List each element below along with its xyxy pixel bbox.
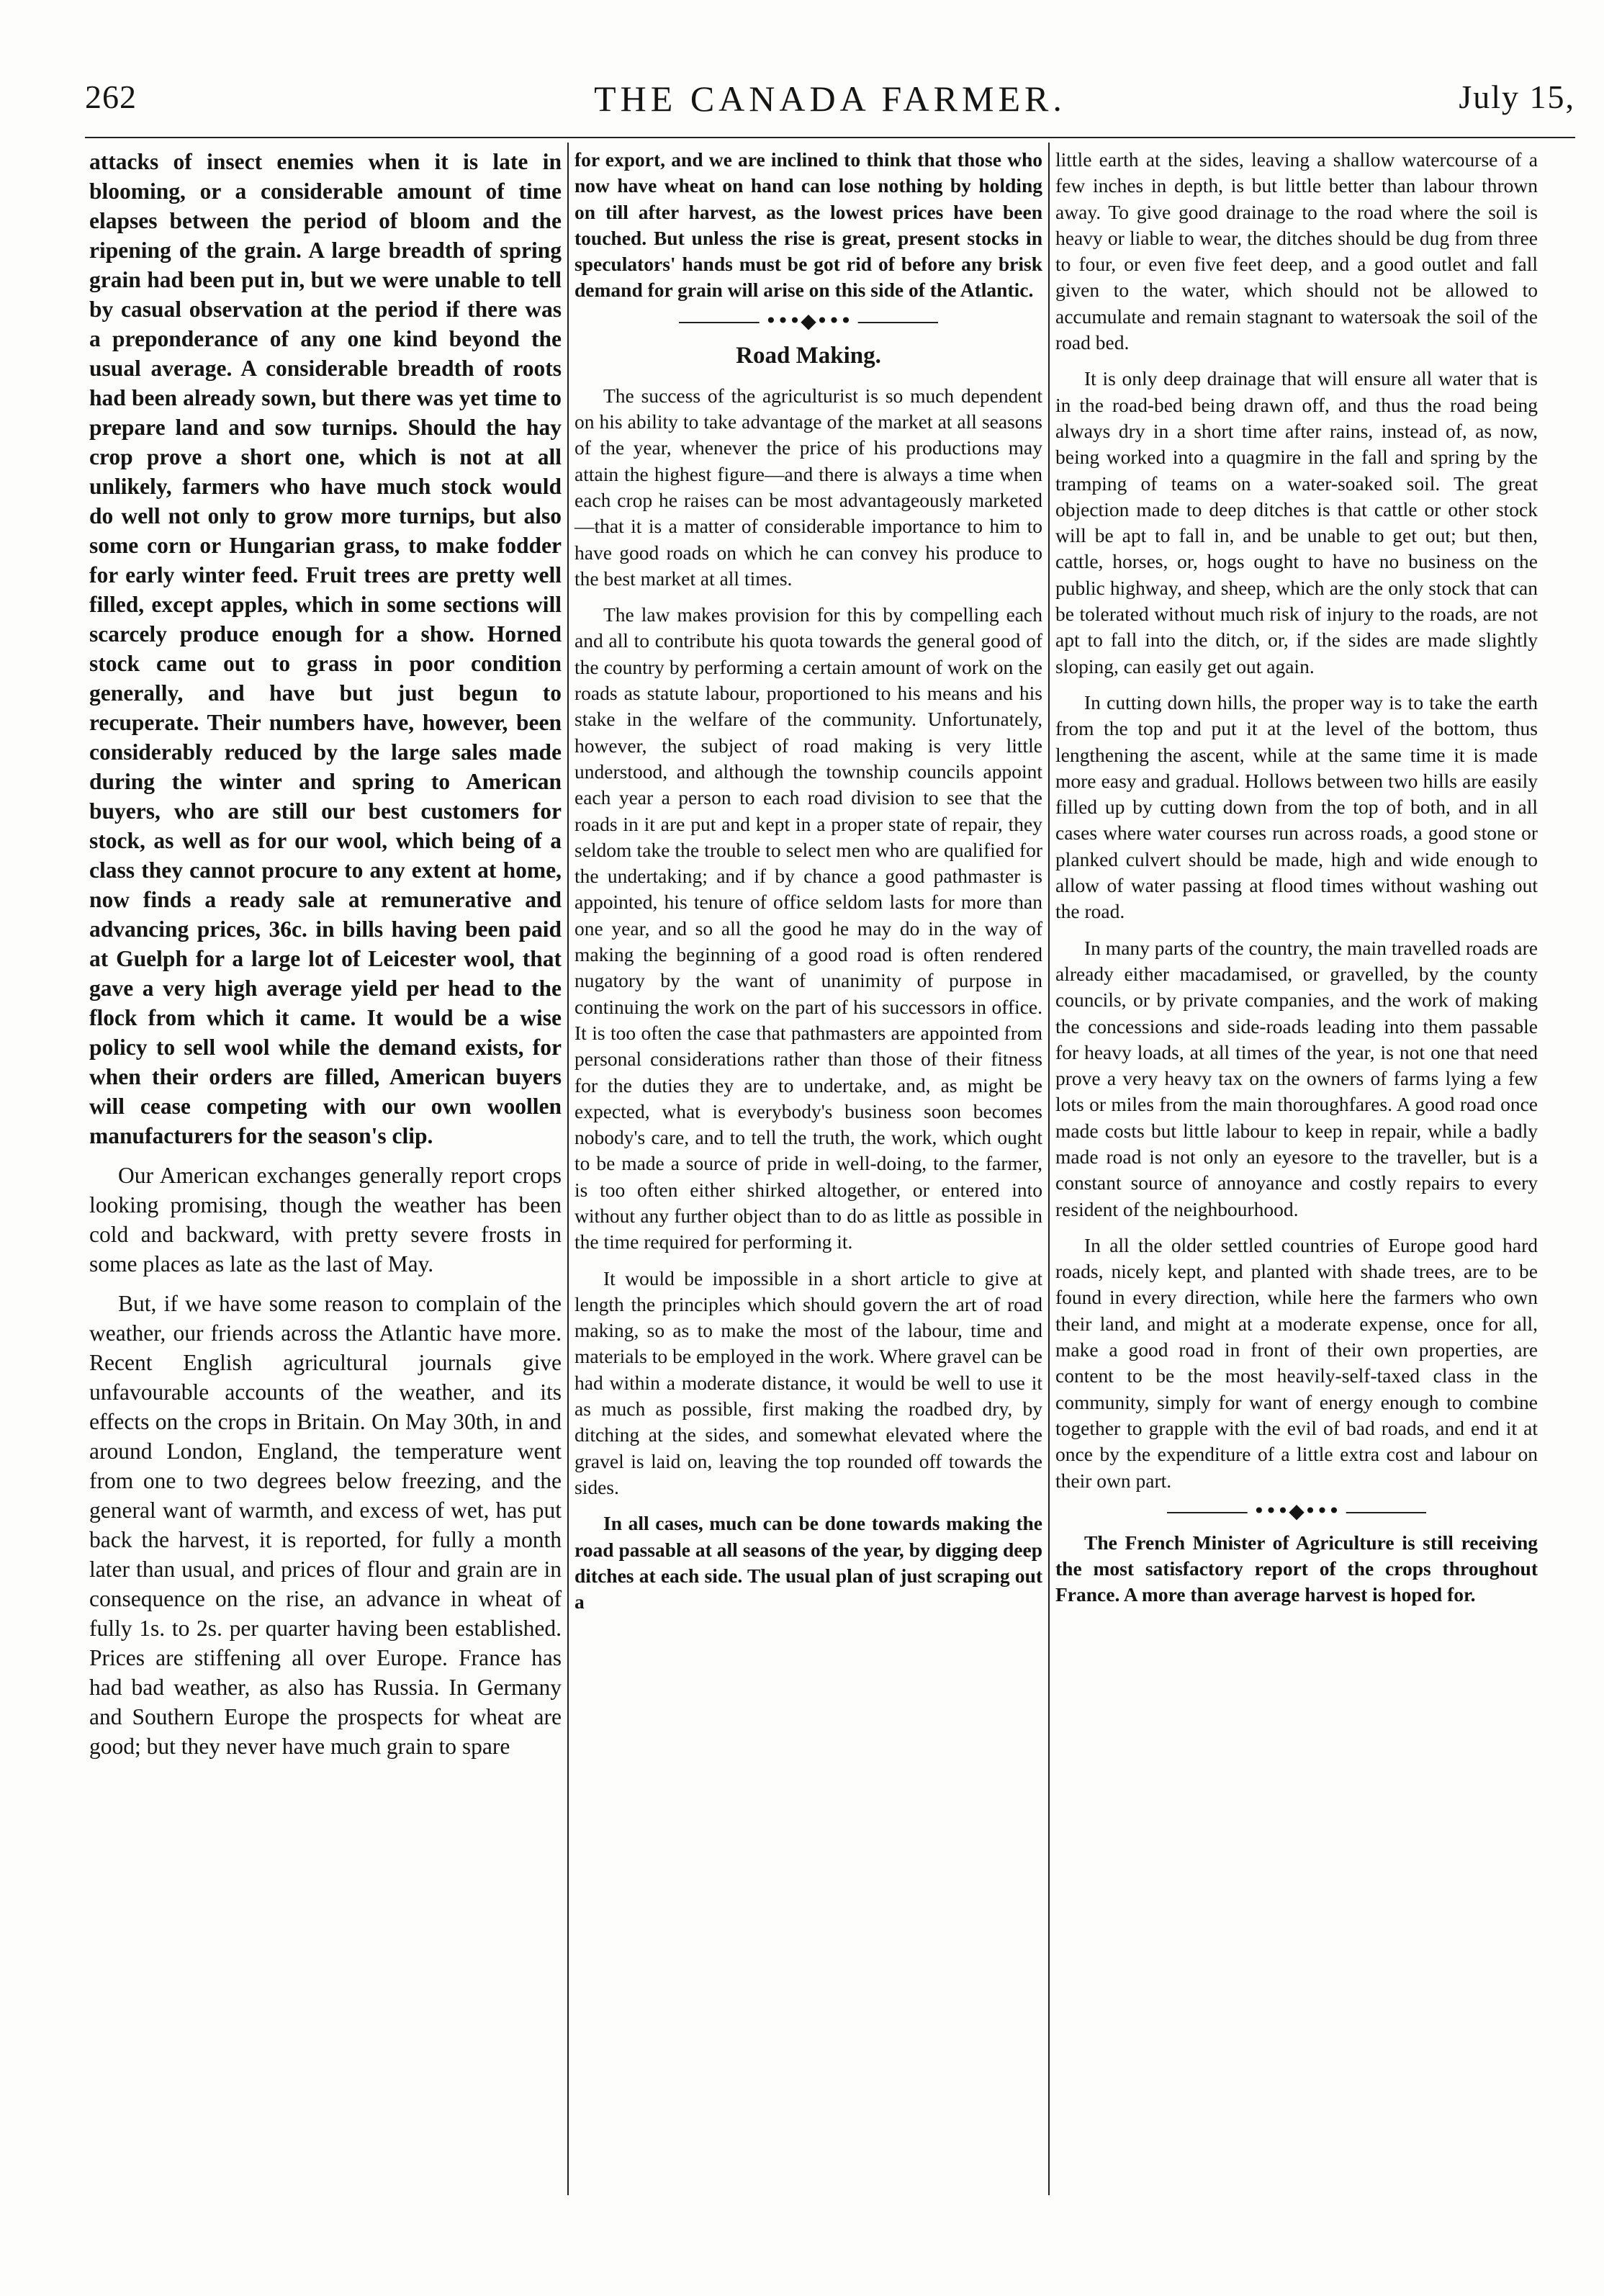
- column-3: [1055, 147, 1538, 2188]
- article-paragraph: little earth at the sides, leaving a shallow watercourse of a few inches in depth, is but little better than labour thrown away. To give good drainage to the road where the soil is heavy or liable to wear, the ditches should be dug from three to four, or even five feet deep, and a good outlet and fall given to the water, which should not be allowed to accumulate and remain stagnant to watersoak the soil of the road bed.: [1055, 148, 1538, 354]
- article-paragraph: It would be impossible in a short article to give at length the principles which should govern the art of road making, so as to make the most of the labour, time and materials to be employed in the work. Where gravel can be had within a moderate distance, it would be well to use it as much as possible, first making the roadbed dry, by ditching at the sides, and somewhat elevated where the gravel is laid on, leaving the top rounded off towards the sides.: [575, 1266, 1042, 1498]
- news-item-paragraph: The French Minister of Agriculture is still receiving the most satisfactory report of the crops throughout France. A more than average harvest is hoped for.: [1055, 1531, 1538, 1606]
- article-paragraph: The success of the agriculturist is so much dependent on his ability to take advantage of the market at all seasons of the year, whenever the price of his productions may attain the highest figure—and there is always a time when each crop he raises can be most advantageously marketed—that it is a matter of considerable importance to him to have good roads on which he can convey his produce to the best market at all times.: [575, 384, 1042, 590]
- divider-ornament-icon: •••◆•••: [1248, 1498, 1346, 1524]
- divider-ornament-icon: •••◆•••: [760, 308, 858, 334]
- column-rule-2: [1048, 143, 1050, 2195]
- column-2: [575, 147, 1042, 2188]
- article-paragraph: In cutting down hills, the proper way is to take the earth from the top and put it at the level of the bottom, thus lengthening the ascent, while at the same time it is made more easy and gradual. Hollows between two hills are easily filled up by cutting down from the top of both, and in all cases where water courses run across roads, a good stone or planked culvert should be made, high and wide enough to allow of water passing at flood times without washing out the road.: [1055, 690, 1538, 923]
- section-divider: [679, 308, 938, 333]
- article-paragraph: In all the older settled countries of Europe good hard roads, nicely kept, and planted with shade trees, are to be found in every direction, while here the farmers who own their land, and might at a moderate expense, once for all, make a good road in front of their own properties, are content to be the most heavily-self-taxed class in the community, simply for want of energy enough to combine together to grapple with the evil of bad roads, and end it at once by the expenditure of a little extra cost and labour on their own part.: [1055, 1233, 1538, 1492]
- page-header: [85, 78, 1575, 128]
- article-paragraph: In all cases, much can be done towards making the road passable at all seasons of the year, by digging deep ditches at each side. The usual plan of just scraping out a: [575, 1512, 1042, 1613]
- column-rule-1: [567, 143, 569, 2195]
- article-paragraph: attacks of insect enemies when it is late in blooming, or a considerable amount of time elapses between the period of bloom and the ripening of the grain. A large breadth of spring grain had been put in, but we were unable to tell by casual observation at the period if there was a preponderance of any one kind beyond the usual average. A considerable breadth of roots had been already sown, but there was yet time to prepare land and sow turnips. Should the hay crop prove a short one, which is not at all unlikely, farmers who have much stock would do well not only to grow more turnips, but also some corn or Hungarian grass, to make fodder for early winter feed. Fruit trees are pretty well filled, except apples, which in some sections will scarcely produce enough for a show. Horned stock came out to grass in poor condition generally, and have but just begun to recuperate. Their numbers have, however, been considerably reduced by the large sales made during the winter and spring to American buyers, who are still our best customers for stock, as well as for our wool, which being of a class they cannot procure to any extent at home, now finds a ready sale at remunerative and advancing prices, 36c. in bills having been paid at Guelph for a large lot of Leicester wool, that gave a very high average yield per head to the flock from which it came. It would be a wise policy to sell wool while the demand exists, for when their orders are filled, American buyers will cease competing with our own woollen manufacturers for the season's clip.: [89, 149, 562, 1148]
- article-paragraph: for export, and we are inclined to think that those who now have wheat on hand can lose nothing by holding on till after harvest, as the lowest prices have been touched. But unless the rise is great, present stocks in speculators' hands must be got rid of before any brisk demand for grain will arise on this side of the Atlantic.: [575, 148, 1042, 302]
- section-heading-road-making: Road Making.: [736, 342, 881, 369]
- masthead-title: THE CANADA FARMER.: [594, 78, 1066, 119]
- page-number: 262: [85, 78, 137, 115]
- article-paragraph: The law makes provision for this by compelling each and all to contribute his quota towards the general good of the country by performing a certain amount of work on the roads as statute labour, proportioned to his means and his stake in the welfare of the community. Unfortunately, however, the subject of road making is very little understood, and although the township councils appoint each year a person to each road division to see that the roads in it are put and kept in a proper state of repair, they seldom take the trouble to select men who are qualified for the undertaking; and if by chance a good pathmaster is appointed, his tenure of office seldom lasts for more than one year, and so all the good he may do in the way of making the beginning of a good road is often rendered nugatory by the want of unanimity of purpose in continuing the work on the part of his successors in office. It is too often the case that pathmasters are appointed from personal considerations rather than those of their fitness for the duties they are to undertake, and, as might be expected, what is everybody's business soon becomes nobody's care, and to tell the truth, the work, which ought to be made a source of pride in well-doing, to the farmer, is too often either shirked altogether, or entered into without any further object than to do as little as possible in the time required for performing it.: [575, 603, 1042, 1253]
- header-rule: [85, 137, 1575, 138]
- article-paragraph: It is only deep drainage that will ensure all water that is in the road-bed being drawn off, and thus the road being always dry in a short time after rains, instead of, as now, being worked into a quagmire in the fall and spring by the tramping of teams on a water-soaked soil. The great objection made to deep ditches is that cattle or other stock will be apt to fall in, and be unable to get out; but then, cattle, horses, or, hogs ought to have no business on the public highway, and sheep, which are the only stock that can be tolerated without much risk of injury to the roads, are not apt to fall into the ditch, or, if the sides are made slightly sloping, can easily get out again.: [1055, 367, 1538, 677]
- article-paragraph: Our American exchanges generally report crops looking promising, though the weather has been cold and backward, with pretty severe frosts in some places as late as the last of May.: [89, 1163, 562, 1277]
- section-divider: [1167, 1498, 1426, 1523]
- article-paragraph: But, if we have some reason to complain of the weather, our friends across the Atlantic have more. Recent English agricultural journals give unfavourable accounts of the weather, and its effects on the crops in Britain. On May 30th, in and around London, England, the temperature went from one to two degrees below freezing, and the general want of warmth, and excess of wet, has put back the harvest, it is reported, for fully a month later than usual, and prices of flour and grain are in consequence on the rise, an advance in wheat of fully 1s. to 2s. per quarter having been established. Prices are stiffening all over Europe. France has had bad weather, as also has Russia. In Germany and Southern Europe the prospects for wheat are good; but they never have much grain to spare: [89, 1291, 562, 1759]
- article-paragraph: In many parts of the country, the main travelled roads are already either macadamised, or gravelled, by the county councils, or by private companies, and the work of making the concessions and side-roads leading into them passable for heavy loads, at all times of the year, is not one that need prove a very heavy tax on the owners of farms lying a few lots or miles from the main thoroughfares. A good road once made costs but little labour to keep in repair, while a badly made road is not only an eyesore to the traveller, but is a constant source of annoyance and costly repairs to every resident of the neighbourhood.: [1055, 936, 1538, 1220]
- issue-date: July 15,: [1459, 78, 1575, 115]
- column-1: [89, 147, 562, 2188]
